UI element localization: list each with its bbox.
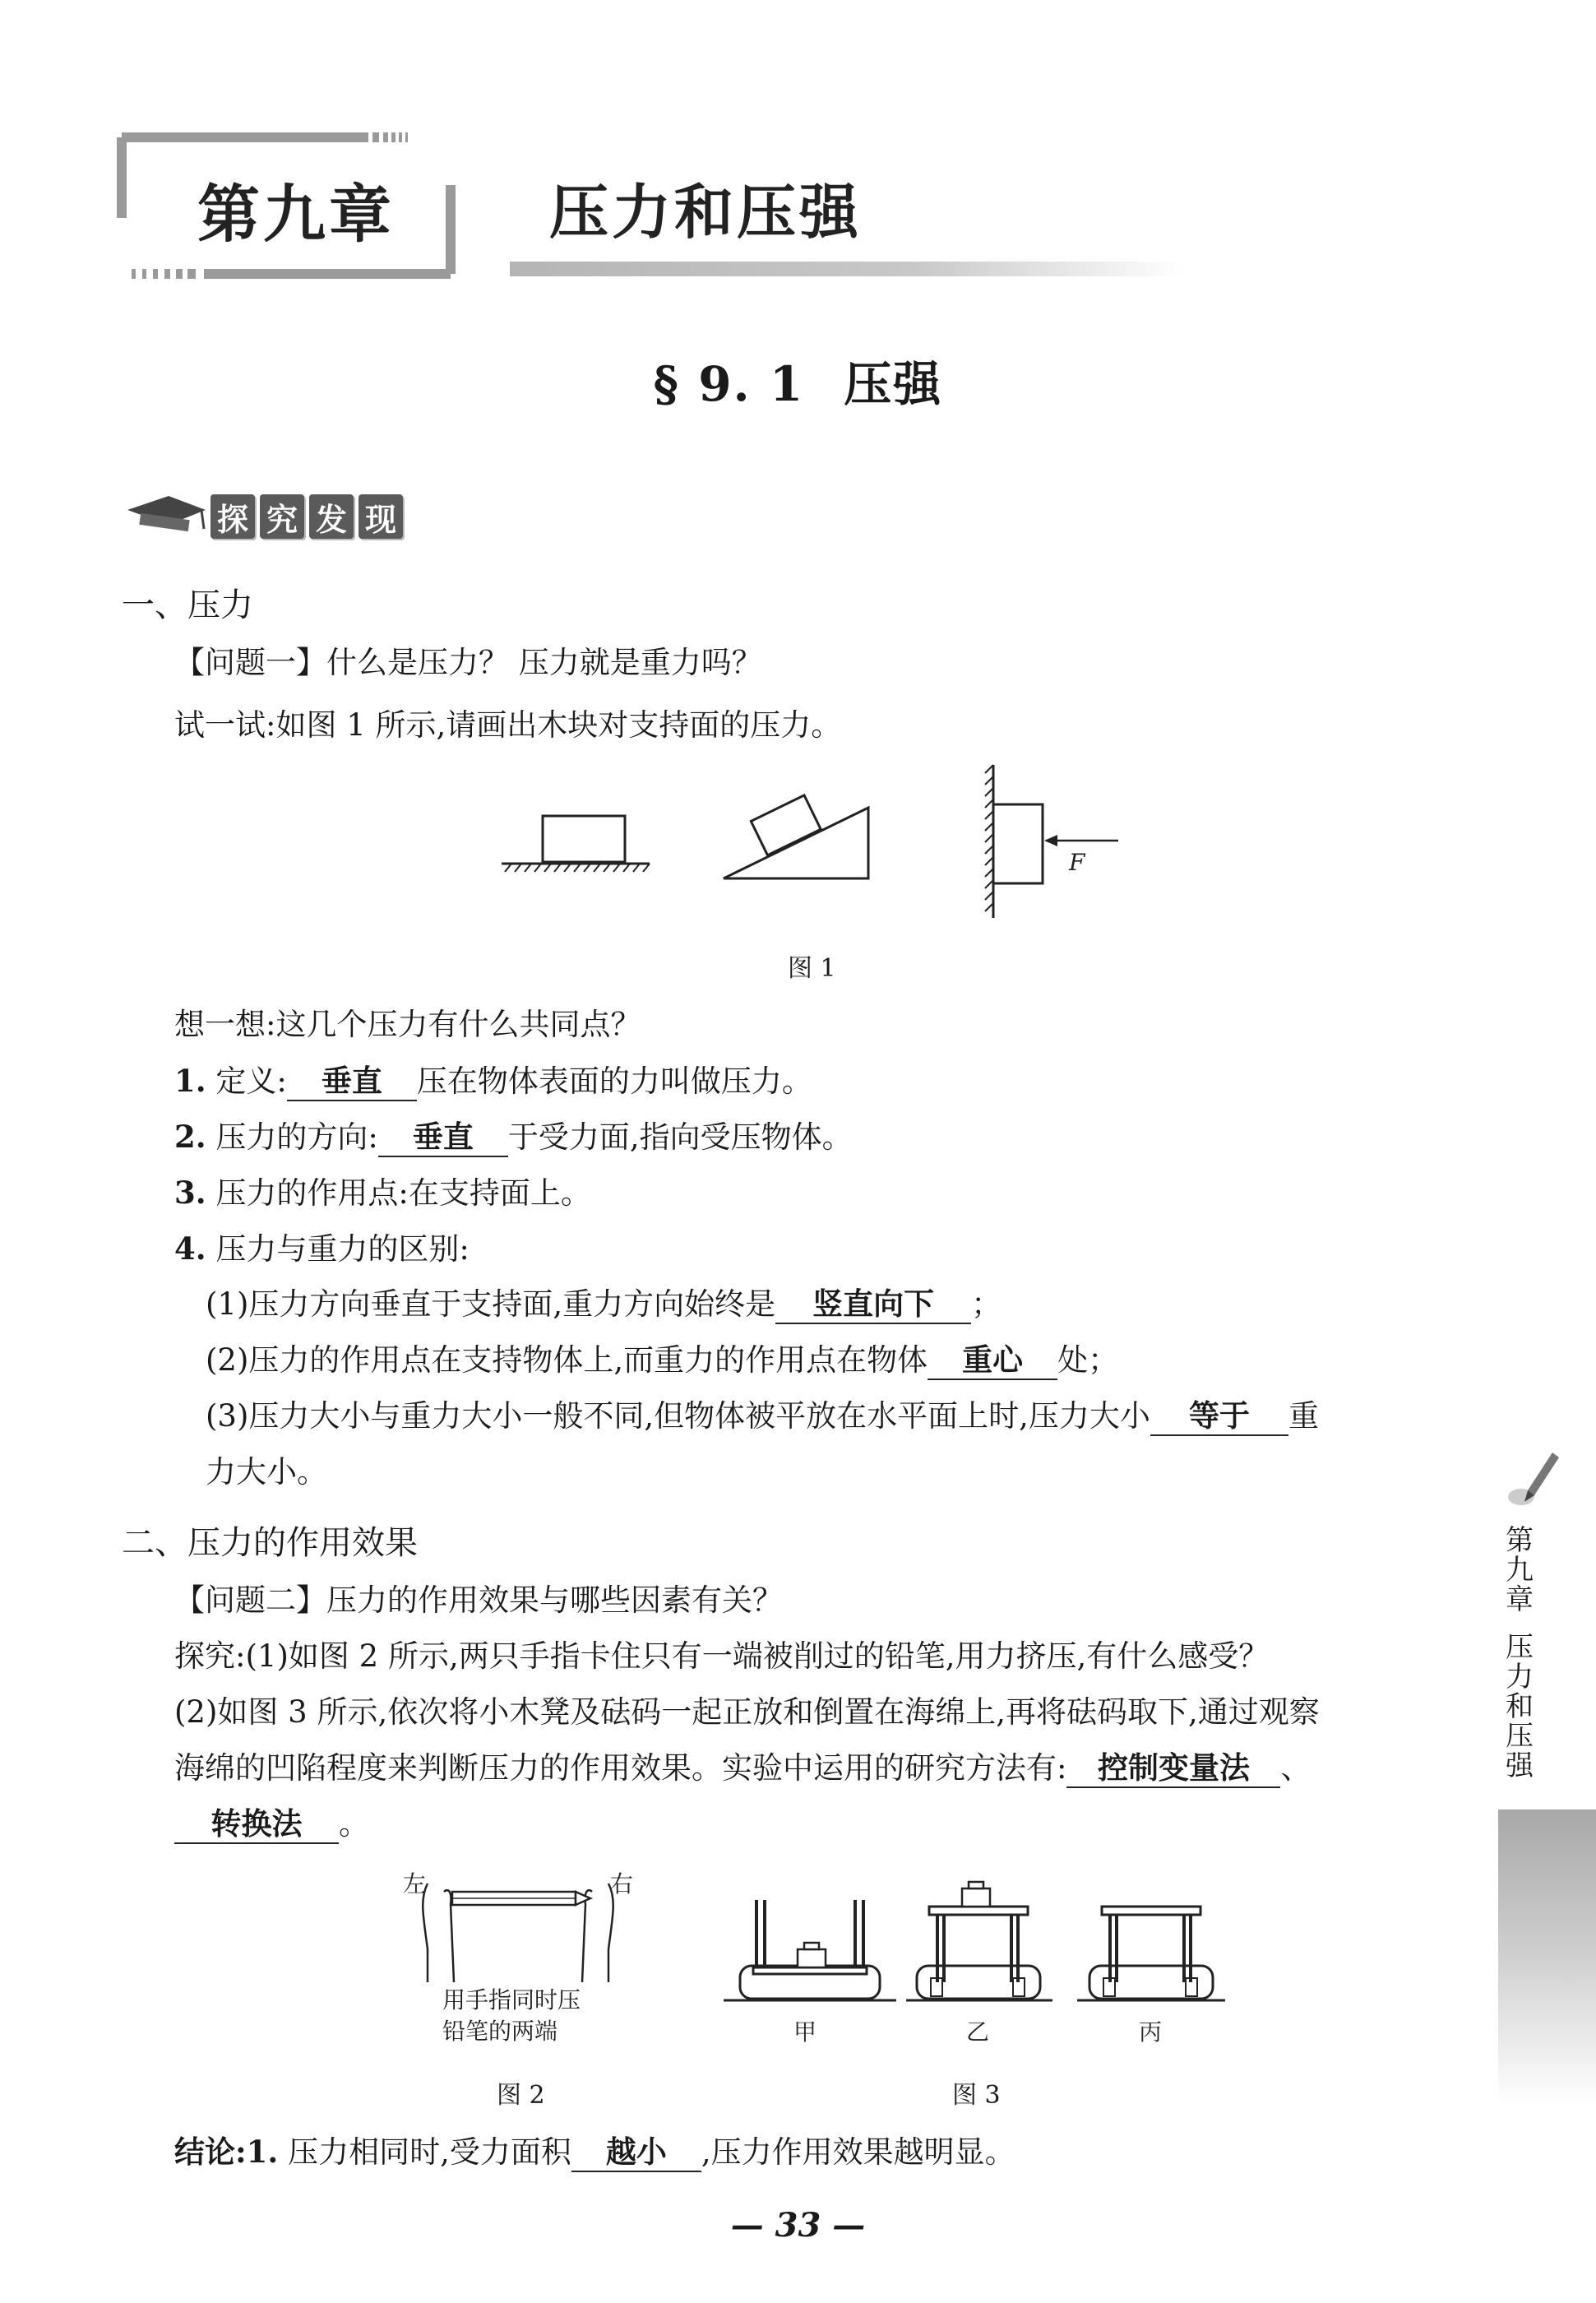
figure-1-caption: 图 1: [788, 954, 836, 983]
difference-1: (1)压力方向垂直于支持面,重力方向始终是 竖直向下 ；: [206, 1285, 1002, 1324]
side-tab-char: 和: [1506, 1690, 1534, 1723]
fig1-force-label: F: [1069, 849, 1085, 876]
fig1-block-on-incline: [724, 795, 868, 878]
fig2-left-label: 左: [403, 1870, 427, 1898]
fig3-label-yi: 乙: [966, 2018, 990, 2046]
answer-blank: 重心: [928, 1342, 1057, 1380]
difference-2: (2)压力的作用点在支持物体上,而重力的作用点在物体 重心 处；: [206, 1341, 1118, 1380]
explore-discover-badge: [123, 487, 403, 546]
side-tab-char: 章: [1506, 1583, 1534, 1616]
explore-2: (2)如图 3 所示,依次将小木凳及砝码一起正放和倒置在海绵上,再将砝码取下,通过观察: [174, 1694, 1320, 1730]
question-two: 【问题二】压力的作用效果与哪些因素有关？: [174, 1582, 783, 1618]
question-one: 【问题一】什么是压力？ 压力就是重力吗？: [174, 645, 762, 680]
difference-line: 4. 压力与重力的区别:: [174, 1230, 470, 1267]
figure-1: [502, 757, 1126, 929]
fig2-right-label: 右: [610, 1870, 634, 1898]
definition-line: 1. 定义: 垂直 压在物体表面的力叫做压力。: [174, 1061, 812, 1101]
answer-blank: 垂直: [287, 1063, 417, 1101]
chapter-title-bar: [510, 262, 1184, 276]
pen-icon: [1503, 1448, 1561, 1513]
think-it: 想一想:这几个压力有什么共同点？: [174, 1007, 641, 1042]
answer-blank: 等于: [1150, 1398, 1288, 1436]
figure-2: [403, 1867, 633, 1990]
badge-char: 现: [359, 494, 403, 539]
figure-2-caption: 图 2: [497, 2081, 545, 2110]
answer-blank: 越小: [571, 2134, 701, 2172]
graduation-cap-icon: [123, 492, 206, 541]
side-tab-bar: [1498, 1810, 1596, 2106]
badge-char: 究: [260, 494, 304, 539]
explore-4: 转换法 。: [174, 1805, 369, 1844]
side-tab-char: 力: [1506, 1661, 1534, 1694]
fig2-note-2: 铅笔的两端: [442, 2018, 558, 2045]
explore-1: 探究:(1)如图 2 所示,两只手指卡住只有一端被削过的铅笔,用力挤压,有什么感受？: [174, 1638, 1270, 1674]
section-name: 压强: [844, 356, 943, 412]
badge-char: 探: [210, 494, 255, 539]
figure-3-caption: 图 3: [952, 2081, 1001, 2110]
difference-3: (3)压力大小与重力大小一般不同,但物体被平放在水平面上时,压力大小 等于 重: [206, 1397, 1319, 1436]
fig3-stool-bing: [1077, 1907, 1225, 2000]
section-number: § 9. 1: [653, 356, 805, 412]
figure-3: [724, 1867, 1233, 2046]
page-number: — 33 —: [730, 2206, 866, 2245]
answer-blank: 垂直: [378, 1119, 508, 1157]
answer-blank: 竖直向下: [775, 1286, 971, 1324]
direction-line: 2. 压力的方向: 垂直 于受力面,指向受压物体。: [174, 1117, 853, 1157]
section-title: [0, 345, 1596, 415]
side-tab-char: 第: [1506, 1524, 1534, 1557]
fig3-label-bing: 丙: [1139, 2018, 1163, 2046]
fig3-stool-jia: [724, 1900, 896, 2000]
side-tab-char: 压: [1506, 1631, 1534, 1664]
badge-char: 发: [309, 494, 354, 539]
chapter-title: 压力和压强: [549, 178, 863, 247]
fig1-block-on-wall: [985, 765, 1118, 918]
fig3-label-jia: 甲: [793, 2018, 817, 2046]
heading-pressure: 一、压力: [122, 586, 253, 624]
fig2-note-1: 用手指同时压: [442, 1986, 581, 2013]
side-tab-char: 压: [1506, 1720, 1534, 1753]
side-tab-char: 强: [1506, 1749, 1534, 1782]
side-tab: [1498, 1526, 1541, 1781]
difference-3-cont: 力大小。: [206, 1454, 327, 1490]
heading-effect: 二、压力的作用效果: [122, 1524, 418, 1562]
fig3-stool-yi: [906, 1882, 1052, 2000]
conclusion-line: 结论:1. 压力相同时,受力面积 越小 ,压力作用效果越明显。: [174, 2132, 1015, 2172]
fig1-block-on-floor: [502, 816, 650, 872]
explore-3: 海绵的凹陷程度来判断压力的作用效果。实验中运用的研究方法有: 控制变量法 、: [174, 1749, 1311, 1788]
answer-blank: 转换法: [174, 1806, 339, 1844]
try-it: 试一试:如图 1 所示,请画出木块对支持面的压力。: [174, 707, 842, 743]
point-line: 3. 压力的作用点:在支持面上。: [174, 1175, 591, 1211]
side-tab-char: 九: [1506, 1554, 1534, 1587]
answer-blank: 控制变量法: [1066, 1750, 1280, 1788]
chapter-number: 第九章: [197, 178, 395, 251]
